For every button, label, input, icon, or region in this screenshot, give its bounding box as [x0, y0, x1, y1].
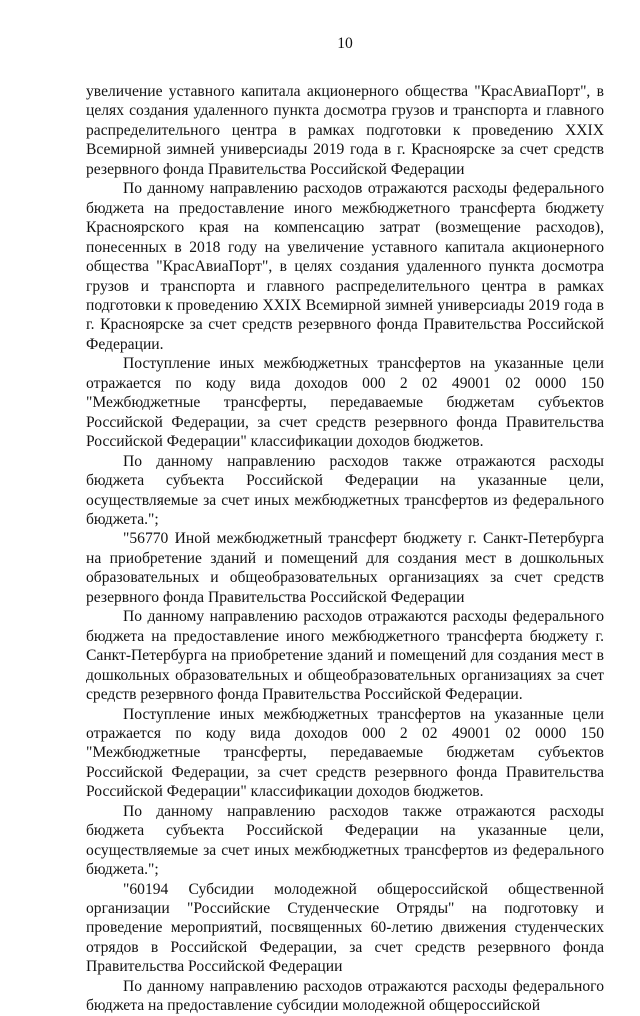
paragraph: По данному направлению расходов отражаются расходы федерального бюджета на предоставление иного межбюджетного трансферта бюджету г. Санкт-Петербурга на приобретение зданий и помещений для создания мест в дошкольных образовательных и общеобразовательных организациях за счет средств резервного фонда Правительства Российской Федерации. — [86, 608, 604, 704]
paragraph: увеличение уставного капитала акционерного общества "КрасАвиаПорт", в целях создания удаленного пункта досмотра грузов и транспорта и главного распределительного центра в рамках подготовки к проведению XXIX Всемирной зимней универсиады 2019 года в г. Красноярске за счет средств резервного фонда Правительства Российской Федерации — [86, 83, 604, 178]
paragraph: По данному направлению расходов также отражаются расходы бюджета субъекта Российской Федерации на указанные цели, осуществляемые за счет иных межбюджетных трансфертов из федерального бюджета."; — [86, 452, 604, 528]
paragraph: По данному направлению расходов отражаются расходы федерального бюджета на предоставление иного межбюджетного трансферта бюджету Красноярского края на компенсацию затрат (возмещение расходов), понесенных в 2018 году на увеличение уставного капитала акционерного общества "КрасАвиаПорт", в целях создания удаленного пункта досмотра грузов и транспорта и главного распределительного центра в рамках подготовки к проведению XXIX Всемирной зимней универсиады 2019 года в г. Красноярске за счет средств резервного фонда Правительства Российской Федерации. — [86, 180, 604, 353]
paragraph: "60194 Субсидии молодежной общероссийской общественной организации "Российские Студенческие Отряды" на подготовку и проведение мероприятий, посвященных 60-летию движения студенческих отрядов в Российской Федерации, за счет средств резервного фонда Правительства Российской Федерации — [86, 880, 604, 976]
paragraph: Поступление иных межбюджетных трансфертов на указанные цели отражается по коду вида доходов 000 2 02 49001 02 0000 150 "Межбюджетные трансферты, передаваемые бюджетам субъектов Российской Федерации, за счет средств резервного фонда Правительства Российской Федерации" классификации доходов бюджетов. — [86, 355, 604, 451]
paragraph: По данному направлению расходов отражаются расходы федерального бюджета на предоставление субсидии молодежной общероссийской — [86, 977, 604, 1015]
document-body — [86, 82, 604, 1016]
paragraph: Поступление иных межбюджетных трансфертов на указанные цели отражается по коду вида доходов 000 2 02 49001 02 0000 150 "Межбюджетные трансферты, передаваемые бюджетам субъектов Российской Федерации, за счет средств резервного фонда Правительства Российской Федерации" классификации доходов бюджетов. — [86, 705, 604, 801]
page-number: 10 — [337, 35, 353, 52]
paragraph: По данному направлению расходов также отражаются расходы бюджета субъекта Российской Федерации на указанные цели, осуществляемые за счет иных межбюджетных трансфертов из федерального бюджета."; — [86, 802, 604, 879]
paragraph: "56770 Иной межбюджетный трансферт бюджету г. Санкт-Петербурга на приобретение зданий и помещений для создания мест в дошкольных образовательных и общеобразовательных организациях за счет средств резервного фонда Правительства Российской Федерации — [86, 530, 604, 606]
